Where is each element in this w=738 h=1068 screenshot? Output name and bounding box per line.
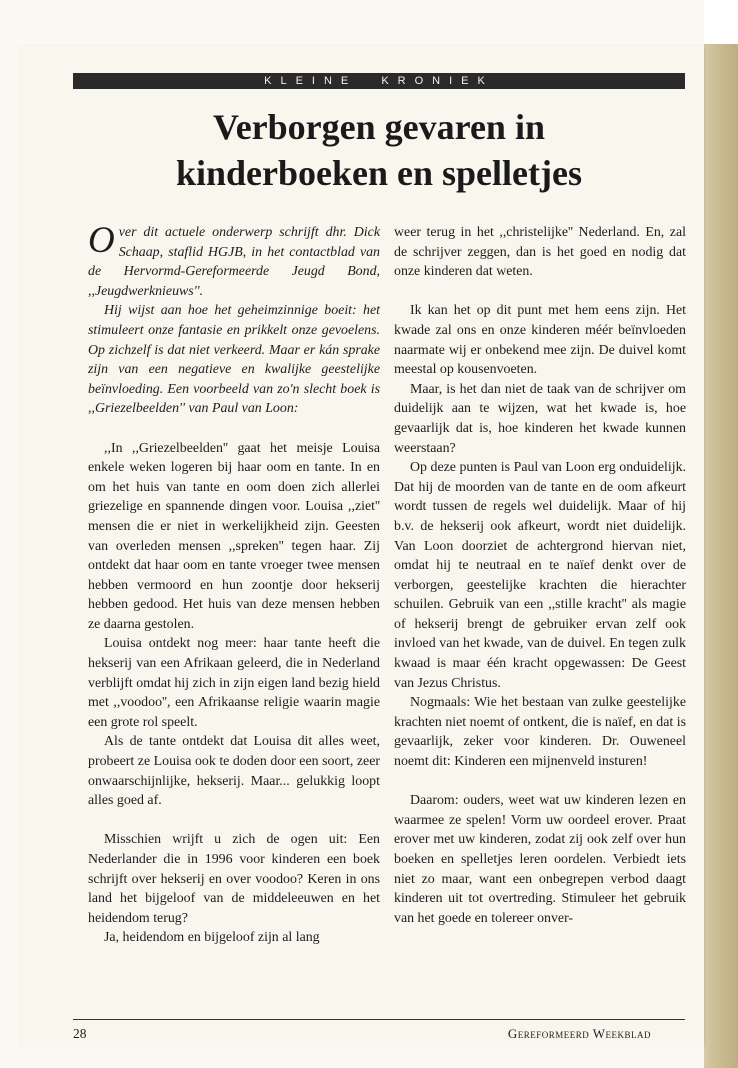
intro-text-1: ver dit actuele onderwerp schrijft dhr. Dick Schaap, staflid HGJB, in het contactblad van de Hervormd-Gereformeerde Jeugd Bond, ,,Jeugdwerknieuws''. <box>88 225 380 299</box>
intro-paragraph-2: Hij wijst aan hoe het geheimzinnige boeit: het stimuleert onze fantasie en prikkelt onze gevoelens. Op zichzelf is dat niet verkeerd. Maar er kán sprake zijn van een negatieve en kwalijke geestelijke beïnvloeding. Een voorbeeld van zo'n slecht boek is ,,Griezelbeelden'' van Paul van Loon: <box>88 303 380 417</box>
body-paragraph: Daarom: ouders, weet wat uw kinderen lezen en waarmee ze spelen! Vorm uw oordeel erover. Praat erover met uw kinderen, zodat zij ook zelf over hun boeken en spelletjes leren oordelen. Verbiedt iets niet zo maar, want een onbegrepen verbod daagt kinderen uit tot overtreding. Stimuleer het gebruik van het goede en tolereer onver- <box>394 793 686 926</box>
headline-line-2: kinderboeken en spelletjes <box>175 153 582 193</box>
body-paragraph: Als de tante ontdekt dat Louisa dit alles weet, probeert ze Louisa ook te doden door een soort, zeer onwaarschijnlijke, hekserij. Maar... gelukkig loopt alles goed af. <box>88 734 380 809</box>
drop-cap: O <box>88 220 115 261</box>
article-headline <box>73 104 685 196</box>
body-paragraph: Nogmaals: Wie het bestaan van zulke geestelijke krachten niet noemt of ontkent, die is naïef, en dat is gevaarlijk, zeker voor kinderen. Dr. Ouweneel noemt dit: Kinderen een mijnenveld insturen! <box>394 695 686 770</box>
section-header-bar: KLEINE KRONIEK <box>73 73 685 89</box>
publication-name: Gereformeerd Weekblad <box>507 1026 651 1041</box>
magazine-spine <box>700 44 738 1068</box>
headline-line-1: Verborgen gevaren in <box>213 107 545 147</box>
body-paragraph: Ik kan het op dit punt met hem eens zijn. Het kwade zal ons en onze kinderen méér beïnvloeden naarmate wij er onbekend mee zijn. De duivel komt meestal op kousenvoeten. <box>394 303 686 378</box>
body-paragraph: Misschien wrijft u zich de ogen uit: Een Nederlander die in 1996 voor kinderen een boek schrijft over hekserij en over voodoo? Keren in ons land het bijgeloof van de middeleeuwen en het heidendom terug? <box>88 832 380 926</box>
body-paragraph: Maar, is het dan niet de taak van de schrijver om duidelijk aan te wijzen, wat het kwade is, hoe gevaarlijk dat is, hoe kinderen het kwade kunnen weerstaan? <box>394 381 686 456</box>
body-paragraph: weer terug in het ,,christelijke'' Nederland. En, zal de schrijver zeggen, dan is het goed en nodig dat onze kinderen dat weten. <box>394 225 686 280</box>
body-paragraph: Louisa ontdekt nog meer: haar tante heeft die hekserij van een Afrikaan geleerd, die in Nederland verblijft omdat hij zich in zijn eigen land bezig hield met ,,voodoo'', een Afrikaanse religie waarin magie een grote rol speelt. <box>88 636 381 730</box>
body-paragraph: Op deze punten is Paul van Loon erg onduidelijk. Dat hij de moorden van de tante en de oom afkeurt wordt tussen de regels wel duidelijk. Maar of hij b.v. de hekserij ook afkeurt, wordt niet duidelijk. Van Loon doorziet de achtergrond hiervan niet, omdat hij te neutraal en te naïef denkt over de verborgen, geestelijke krachten die hierachter schuilen. Gebruik van een ,,stille kracht'' als magie of hekserij brengt de gebruiker ervan zelf ook invloed van het kwade, van de duivel. En tegen zulk kwaad is maar één kracht opgewassen: De Geest van Jezus Christus. <box>394 460 686 691</box>
footer-rule <box>73 1019 685 1020</box>
body-paragraph: Ja, heidendom en bijgeloof zijn al lang <box>104 930 320 946</box>
intro-paragraph-1 <box>88 220 380 301</box>
right-column <box>394 223 686 928</box>
page-number: 28 <box>73 1026 87 1041</box>
body-paragraph: ,,In ,,Griezelbeelden'' gaat het meisje Louisa enkele weken logeren bij haar oom en tante. In en om het huis van tante en oom doen zich allerlei griezelige en spannende dingen voor. Louisa ,,ziet'' mensen die er niet in werkelijkheid zijn. Geesten van overleden mensen ,,spreken'' tegen haar. Zij ontdekt dat haar oom en tante vroeger twee mensen hebben vermoord en hun zoontje door hekserij hebben gedood. Het huis van deze mensen hebben ze daarna gestolen. <box>88 440 380 632</box>
left-column <box>88 220 381 948</box>
